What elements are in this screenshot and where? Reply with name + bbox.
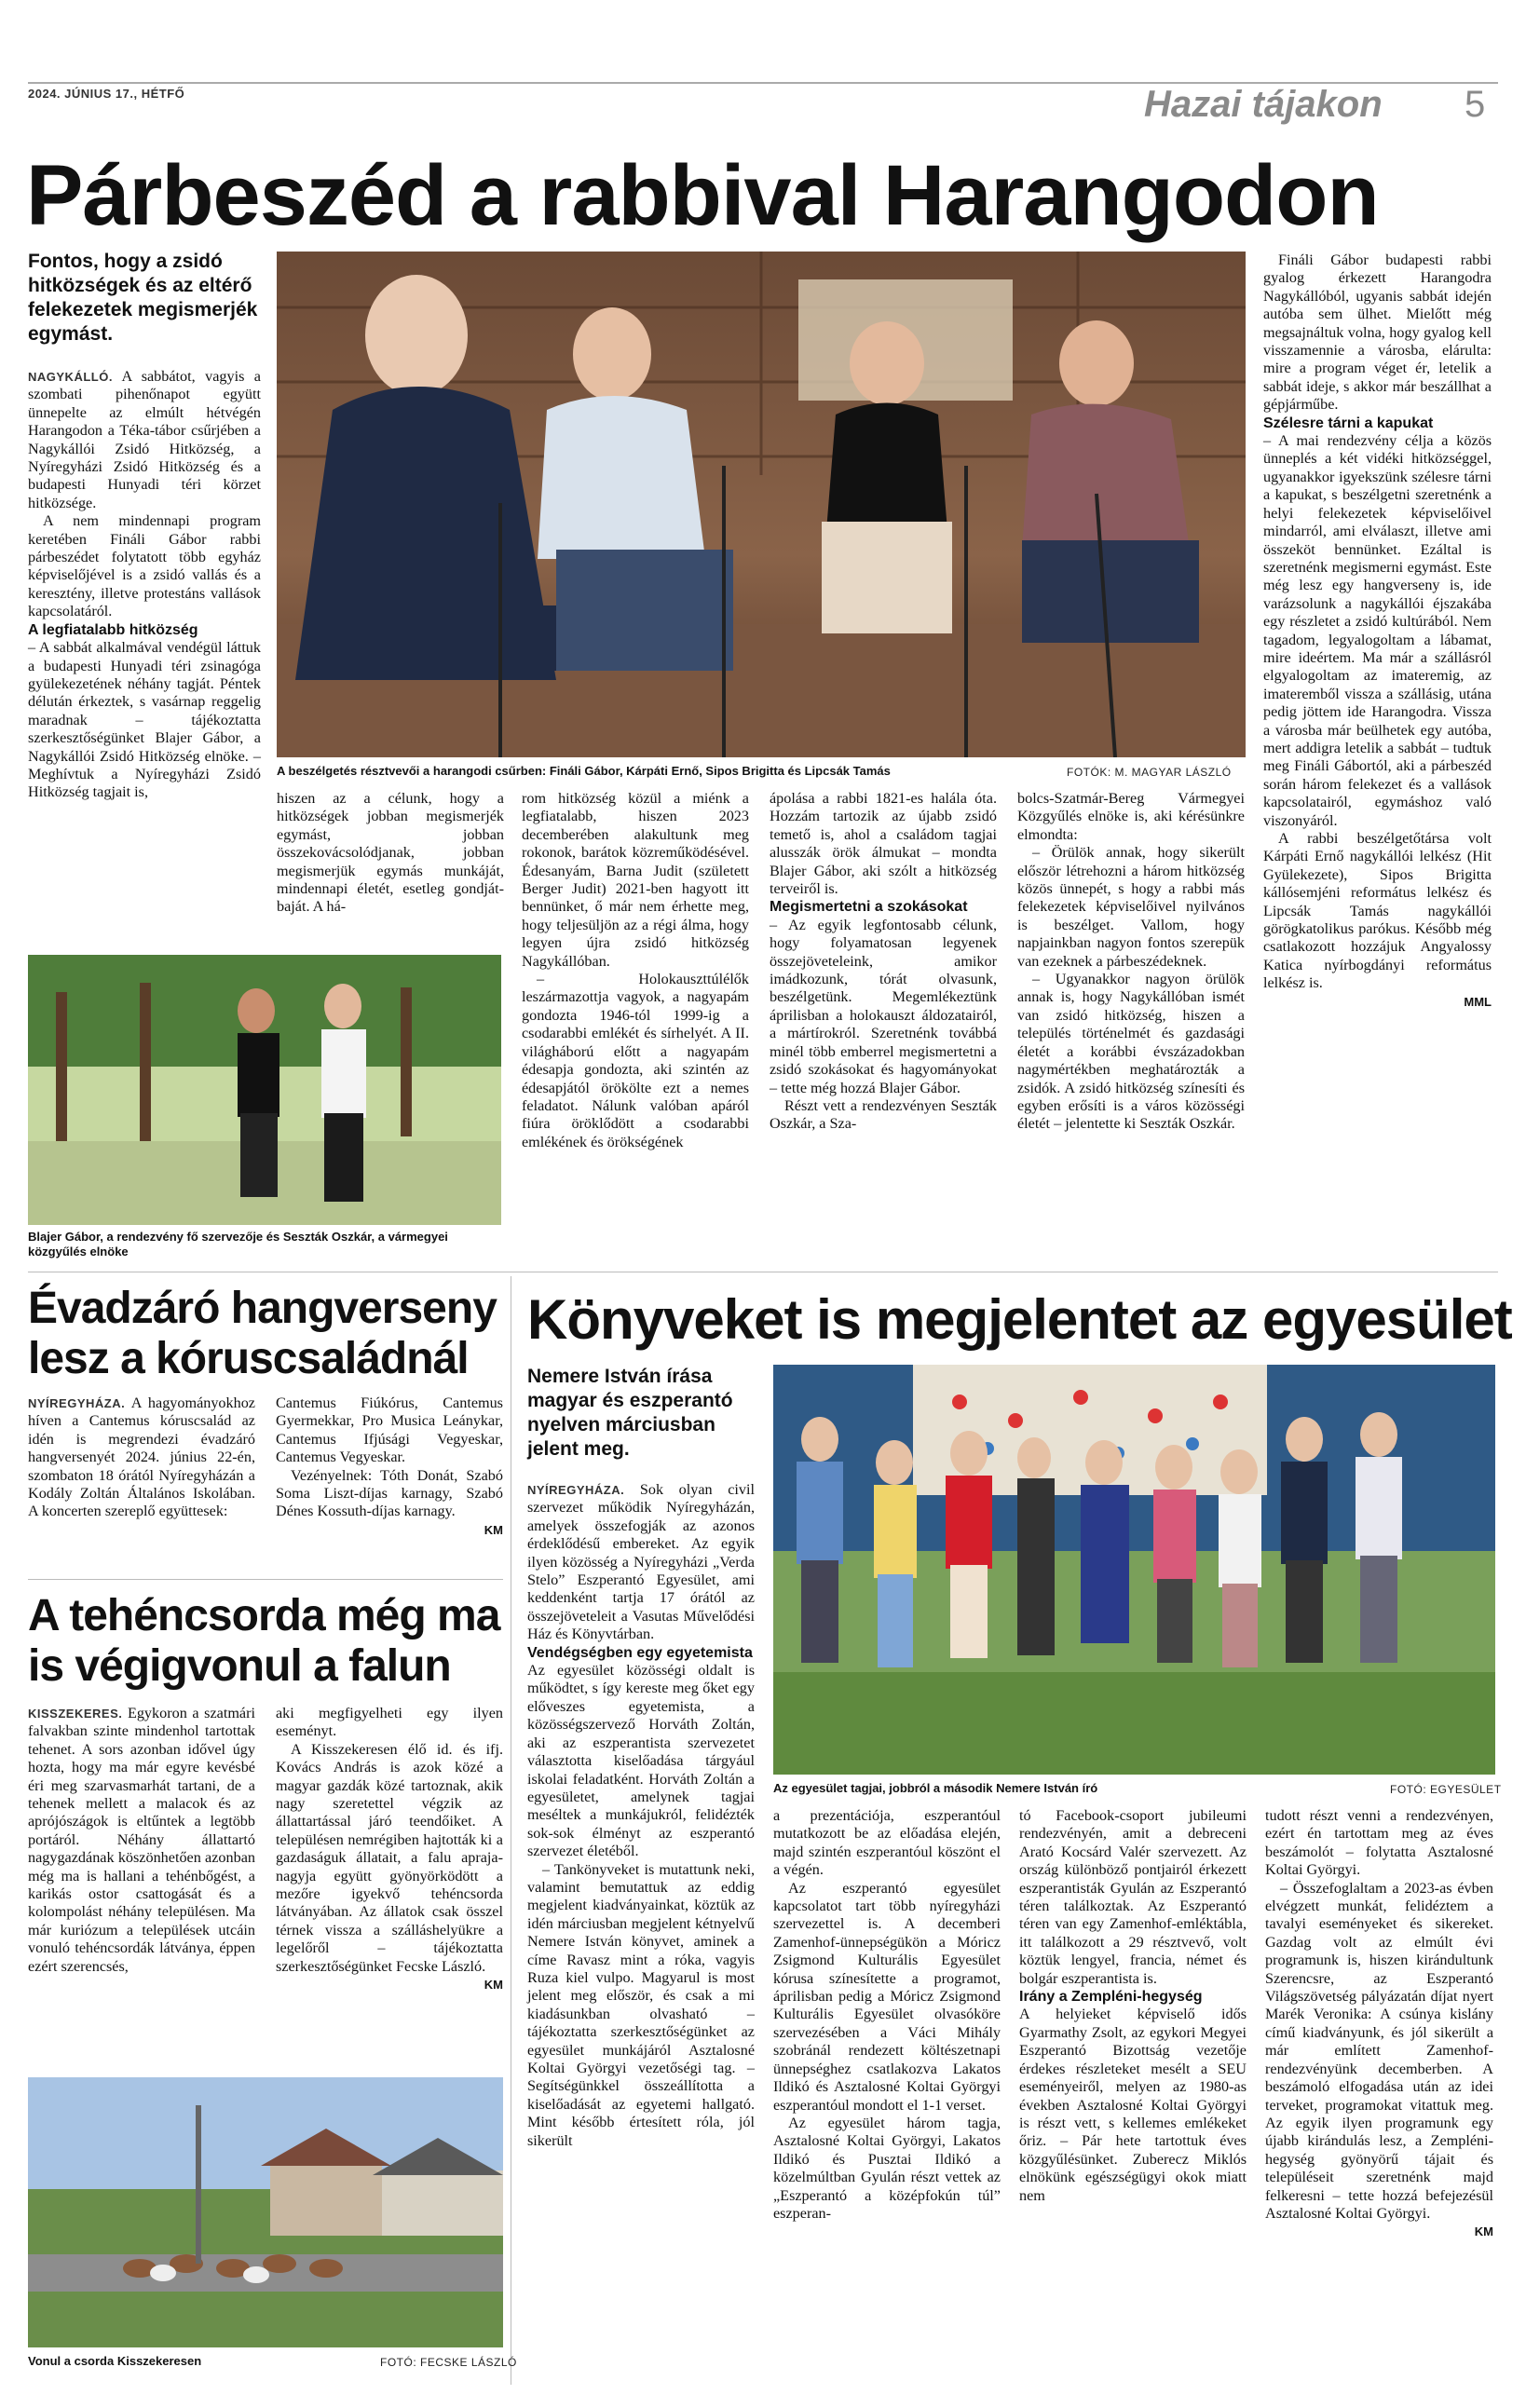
article1-paragraph: ápolása a rabbi 1821-es halála óta. Hozzám tartozik az újabb zsidó temető is, ahol a családom tagjai alusszák örök álmukat – mondta Blajer Gábor, aki szólt a hitközség terveiről is. bbox=[770, 790, 997, 898]
article3-col2 bbox=[276, 1705, 503, 1994]
article3-col1 bbox=[28, 1705, 255, 1976]
article4-paragraph: A helyieket képviselő idős Gyarmathy Zsolt, az egykori Megyei Eszperantó Bizottság vezetője érdekes részleteket mesélt a SEU eseményeiről, melyen az 1980-as években Asztalosné Koltai Györgyi is részt vett, s kellemes emlékeket őriz. – Pár hete tartottuk éves közgyűlésünket. Zuberecz Miklós elnökünk egészségügyi okok miatt nem bbox=[1019, 2006, 1247, 2204]
article1-col5 bbox=[1017, 790, 1245, 1134]
article1-paragraph: bolcs-Szatmár-Bereg Vármegyei Közgyűlés elnöke is, aki kérésünkre elmondta: bbox=[1017, 790, 1245, 843]
article-divider bbox=[28, 1579, 503, 1580]
article2-signature: KM bbox=[484, 1522, 503, 1537]
article4-col2 bbox=[773, 1807, 1001, 2223]
article4-subhead: Vendégségben egy egyetemista bbox=[527, 1644, 753, 1661]
article1-paragraph: – A sabbát alkalmával vendégül láttuk a budapesti Hunyadi téri zsinagóga gyülekezetének néhány tagját. Péntek délután érkeztek, s vasárnap reggelig maradnak – tájékoztatta szerkesztőségünket Blajer Gábor, a Nagykállói Zsidó Hitközség elnöke. – Meghívtuk a Nyíregyházi Zsidó Hitközség tagjait is, bbox=[28, 639, 261, 801]
article4-paragraph: tudott részt venni a rendezvényen, ezért én tartottam meg az éves beszámolót – folytatta Asztalosné Koltai Györgyi. bbox=[1265, 1807, 1493, 1879]
article1-col3 bbox=[522, 790, 749, 1151]
article4-paragraph: a prezentációja, eszperantóul mutatkozott be az előadása elején, majd szintén eszperantóul köszönt el a végén. bbox=[773, 1807, 1001, 1879]
article1-paragraph: – A mai rendezvény célja a közös ünneplés a két vidéki hitközséggel, ugyanakkor igyekszünk szélesre tárni a kapukat, s beszélgetni szeretnénk a helyi felekezetek képviselőivel mindarról, ami elválaszt, illetve ami összeköt bennünket. Ezáltal is szeretnénk megismerni egymást. Este még lesz egy hangverseny is, ide varázsolunk a nagykállói éjszakába egy részletet a zsidó kultúrából. Nem tagadom, legyalogoltam a lábamat, mire ideértem. Ma már a szállásról elgyalogoltam az imateremig, az imateremből vissza a szállásig, utána pedig jöttem ide Harangodra. Vissza a városba már beülhetek egy autóba, mert addigra letelik a sabbát – tudtuk meg Fináli Gábortól, aki a párbeszéd során három felekezet és a vallások kapcsolatairól, egymáshoz való viszonyáról. bbox=[1263, 432, 1492, 829]
article4-paragraph: Az eszperantó egyesület kapcsolatot tart több nyíregyházi szervezettel is. A decemberi Zamenhof-ünnepségükön a Móricz Zsigmond Kulturális Egyesület kórusa színesítette a programot, áprilisban pedig a Móricz Zsigmond Kulturális Egyesület olvasókörе szervezésében a Váci Mihály szobránál rendezett költészetnapi ünnepséghez csatlakozva Lakatos Ildikó és Asztalosné Koltai Györgyi eszperantóul mondott el 1-1 verset. bbox=[773, 1879, 1001, 2114]
article4-title: Könyveket is megjelentet az egyesület bbox=[527, 1288, 1512, 1351]
article1-col2 bbox=[277, 790, 504, 917]
article1-photo2-caption: Blajer Gábor, a rendezvény fő szervezője és Seszták Oszkár, a vármegyei közgyűlés elnöke bbox=[28, 1230, 448, 1258]
article3-paragraph: Egykoron a szatmári falvakban szinte mindenhol tartottak tehenet. A sors azonban idővel úgy hozta, hogy ma már egyre kevésbé éri meg szarvasmarhát tartani, de a tehenek mellett a malacok és az aprójószágok is eltűntek a legtöbb portáról. Néhány állattartó nagygazdának köszönhetően azonban még ma is hallani a tehénbőgést, a karikás ostor csattogását és a kolompolást néhány településen. Ma már kuriózum a települések utcáin vonuló tehéncsordák látványa, éppen ezért szerencsés, bbox=[28, 1705, 255, 1975]
article2-dateline: NYÍREGYHÁZA. bbox=[28, 1396, 126, 1410]
article4-photo-caption: Az egyesület tagjai, jobbról a második Nemere István író bbox=[773, 1781, 1098, 1795]
article4-subhead: Irány a Zempléni-hegység bbox=[1019, 1989, 1203, 2006]
article4-paragraph: Az egyesület három tagja, Asztalosné Koltai Györgyi, Lakatos Ildikó és Pusztai Ildikó a közelmúltban Gyulán részt vettek az „Eszperantó a középfokún túl” eszperan- bbox=[773, 2114, 1001, 2222]
article4-paragraph: Sok olyan civil szervezet működik Nyíregyházán, amelyek összefogják az azonos érdeklődésű embereket. Az egyik ilyen közösség a Nyíregyházi „Verda Stelo” Eszperantó Egyesület, ami keddenként tartja 17 órától az összejöveteleit a Vasutas Művelődési Ház és Könyvtárban. bbox=[527, 1481, 755, 1643]
article1-subhead: Szélesre tárni a kapukat bbox=[1263, 415, 1434, 431]
article2-paragraph: A hagyományokhoz híven a Cantemus kóruscsalád az idén is megrendezi évadzáró hangversenyét 2024. június 22-én, szombaton 18 órától Nyíregyházán a Kodály Zoltán Általános Iskolában. A koncerten szereplő együttesek: bbox=[28, 1394, 255, 1520]
article2-title-line1: Évadzáró hangverseny bbox=[28, 1284, 497, 1333]
article1-subhead: Megismertetni a szokásokat bbox=[770, 899, 968, 916]
article1-paragraph: – Az egyik legfontosabb célunk, hogy folyamatosan legyenek összejöveteleink, amikor imádkozunk, tórát olvasunk, beszélgetünk. Megemlékeztünk áprilisban a holokauszt áldozatairól, a mártírokról. Szeretnénk továbbá minél több emberrel megismertetni a zsidó szokásokat és hagyományokat – tette még hozzá Blajer Gábor. bbox=[770, 916, 997, 1096]
article1-photo-2 bbox=[28, 955, 501, 1225]
article2-title bbox=[28, 1284, 497, 1384]
article3-signature: KM bbox=[484, 1978, 503, 1993]
article1-paragraph: A sabbátot, vagyis a szombati pihenőnapot együtt ünnepelte az elmúlt hétvégén Harangodon a Téka-tábor csűrjében a Nagykállói Zsidó Hitközség, a Nyíregyházi Zsidó Hitközség és a budapesti Hunyadi téri körzet hitközsége. bbox=[28, 368, 261, 511]
article3-paragraph: A Kisszekeresen élő id. és ifj. Kovács András is azok közé a magyar gazdák közé tartoznak, akik nagy szeretettel végzik az állattartással járó teendőiket. A településen nemrégiben hajtották ki a gazdaságuk állatait, a falu apraja-nagyja együtt gyönyörködött a mezőre igyekvő tehéncsorda látványában. Az állatok csak összel térnek vissza a szálláshelyükre a legelőről – tájékoztatta szerkesztőségünket Fecske László. bbox=[276, 1740, 503, 1975]
article3-title-line2: is végigvonul a falun bbox=[28, 1641, 451, 1691]
article4-paragraph: – Tankönyveket is mutattunk neki, valamint bemutattuk az eddig megjelent kiadványainkat, köztük az idén márciusban megjelent kétnyelvű Nemere István könyvet, aminek a címe Ravasz mint a róka, vagyis Ruza kiel vulpo. Magyarul is most jelent meg először, és csak a mi kiadásunkban olvasható – tájékoztatta szerkesztőségünket az egyesület munkájáról Asztalosné Koltai Györgyi vezetőségi tag. – Segítségünkkel összeállította a kiselőadását az egyetemi hallgató. Mint később értesített róla, jól sikerült bbox=[527, 1860, 755, 2149]
article1-col4 bbox=[770, 790, 997, 1134]
article4-col3 bbox=[1019, 1807, 1247, 2205]
article1-paragraph: – Örülök annak, hogy sikerült először létrehozni a három hitközség közös ünnepét, s hogy a rabbi más felekezetek képviselőivel nyilvános is beszélget. Vallom, hogy napjainkban nagyon fontos szerepük van ezeknek a párbeszédeknek. bbox=[1017, 844, 1245, 970]
article3-photo-credit: FOTÓ: FECSKE LÁSZLÓ bbox=[380, 2356, 517, 2369]
article1-paragraph: hiszen az a célunk, hogy a hitközségek jobban megismerjék egymást, jobban összekovácsolódjanak, jobban megismerjük egymás munkáját, mindennapi életét, esetleg gondját-baját. A há- bbox=[277, 790, 504, 916]
article3-dateline: KISSZEKERES. bbox=[28, 1707, 123, 1721]
article4-photo-credit: FOTÓ: EGYESÜLET bbox=[1390, 1783, 1502, 1796]
article1-photo-caption: A beszélgetés résztvevői a harangodi csűrben: Fináli Gábor, Kárpáti Ernő, Sipos Brigitta és Lipcsák Tamás bbox=[277, 764, 891, 778]
article3-title-line1: A tehéncsorda még ma bbox=[28, 1591, 500, 1640]
article4-col4 bbox=[1265, 1807, 1493, 2241]
article1-main-photo bbox=[277, 252, 1246, 757]
article3-title bbox=[28, 1591, 499, 1692]
issue-date: 2024. JÚNIUS 17., HÉTFŐ bbox=[28, 87, 185, 101]
article1-signature: MML bbox=[1464, 994, 1492, 1009]
article1-photo-credit: FOTÓK: M. MAGYAR LÁSZLÓ bbox=[1067, 766, 1232, 779]
section-title: Hazai tájakon bbox=[1144, 84, 1383, 125]
article2-paragraph: Cantemus Fiúkórus, Cantemus Gyermekkar, Pro Musica Leánykar, Cantemus Ifjúsági Vegyeskar, Cantemus Vegyeskar. bbox=[276, 1394, 503, 1466]
article3-paragraph: aki megfigyelheti egy ilyen eseményt. bbox=[276, 1705, 503, 1740]
article1-paragraph: A nem mindennapi program keretében Fináli Gábor rabbi párbeszédet folytatott több egyház képviselőjével is a zsidó vallás és a keresztény, illetve protestáns vallások kapcsolatáról. bbox=[28, 512, 261, 620]
article4-paragraph: tó Facebook-csoport jubileumi rendezvényén, amit a debreceni Arató Kocsárd Valér szervezett. Az ország különböző pontjairól érkezett eszperantisták Gyulán az Eszperantó téren találkoztak. Az Eszperantó téren van egy Zamenhof-emléktábla, itt találkozott a 29 résztvevő, volt köztük lengyel, francia, német és bolgár eszperantista is. bbox=[1019, 1807, 1247, 1987]
article1-dateline: NAGYKÁLLÓ. bbox=[28, 370, 113, 384]
article4-lead: Nemere István írása magyar és eszperantó nyelven márciusban jelent meg. bbox=[527, 1366, 733, 1460]
article1-paragraph: Fináli Gábor budapesti rabbi gyalog érkezett Harangodra Nagykállóból, ugyanis sabbát idején autóba sem ülhet. Mielőtt még megsajnáltuk volna, hogy gyalog kell visszamennie a városba, elárulta: mire a program véget ér, letelik a sabbát ideje, s akkor már beszállhat a gépjárműbe. bbox=[1263, 252, 1492, 414]
article4-signature: KM bbox=[1474, 2224, 1493, 2239]
article1-paragraph: Részt vett a rendezvényen Seszták Oszkár, a Sza- bbox=[770, 1096, 997, 1133]
article1-title: Párbeszéd a rabbival Harangodon bbox=[26, 148, 1379, 243]
article1-subhead: A legfiatalabb hitközség bbox=[28, 621, 198, 638]
article4-dateline: NYÍREGYHÁZA. bbox=[527, 1483, 625, 1497]
article2-paragraph: Vezényelnek: Tóth Donát, Szabó Soma Liszt-díjas karnagy, Szabó Dénes Kossuth-díjas karnagy. bbox=[276, 1466, 503, 1520]
article2-col1 bbox=[28, 1394, 255, 1521]
article4-paragraph: Az egyesület közösségi oldalt is működtet, s így kereste meg őket egy előveszes egyetemista, a közösségszervező Horváth Zoltán, aki az eszperantista szervezetet választotta kiselőadása tárgyául iskolai feladatként. Horváth Zoltán a egyesületet, amelynek tagjai meséltek a munkájukról, felidézték sok-sok élményt az eszperantó szervezet életéből. bbox=[527, 1662, 755, 1860]
article1-paragraph: A rabbi beszélgetőtársa volt Kárpáti Ernő nagykállói lelkész (Hit Gyülekezete), Sipos Brigitta kállósemjéni református lelkész és Lipcsák Tamás nagykállói görögkatolikus parókus. Később még csatlakozott hozzájuk Angyalossy Katica nyírbogdányi református lelkész is. bbox=[1263, 830, 1492, 992]
article4-col1 bbox=[527, 1481, 755, 2150]
article1-paragraph: rom hitközség közül a miénk a legfiatalabb, hiszen 2023 decemberében alakultunk meg rokonok, barátok közreműködésével. Édesanyám, Barna Judit (született Berger Judit) 2021-ben hagyott itt bennünket, ő már nem érhette meg, hogy teljesüljön az a régi álma, hogy legyen újra zsidó hitközség Nagykállóban. bbox=[522, 790, 749, 970]
article4-photo bbox=[773, 1365, 1495, 1775]
article1-paragraph: – Holokauszttúlélők leszármazottja vagyok, a nagyapám gondozta 1946-tól 1999-ig a csodarabbi emlékét és sírhelyét. A II. világháború előtt a nagyapám édesapja gondozta, aki szintén az édesapjától örökölte ezt a nemes feladatot. Nálunk valóban apáról fiúra öröklődött a csodarabbi emlékének és örökségének bbox=[522, 971, 749, 1150]
article1-col6 bbox=[1263, 252, 1492, 1011]
article1-paragraph: – Ugyanakkor nagyon örülök annak is, hogy Nagykállóban ismét van zsidó hitközség, hiszen a település történelmét és gazdasági életét a korábbi évszázadokban nagymértékben meghatározták a zsidók. A zsidó hitközség színesíti és egyben erősíti is a város közösségi életét – jelentette ki Seszták Oszkár. bbox=[1017, 971, 1245, 1133]
article2-title-line2: lesz a kóruscsaládnál bbox=[28, 1334, 469, 1383]
article4-paragraph: – Összefoglaltam a 2023-as évben elvégzett munkát, felidéztem a tavalyi eseményeket és sikereket. Gazdag volt az elmúlt évi programunk is, hiszen kirándultunk Szerencsre, az Eszperantó Világszövetség pályázatán díjat nyert Marék Veronika: A csúnya kislány című kiadványunk, és jól sikerült a már említett Zamenhof-rendezvényünk decemberben. A beszámoló elfogadása után az idei terveket, programokat vitattuk meg. Az egyik ilyen programunk egy újabb kirándulás lesz, a Zempléni-hegység gyönyörű tájait és településeit szeretnénk majd felkeresni – tette hozzá befejezésül Asztalosné Koltai Györgyi. bbox=[1265, 1879, 1493, 2222]
article1-lead: Fontos, hogy a zsidó hitközségek és az eltérő felekezetek megismerjék egymást. bbox=[28, 251, 258, 345]
page-number: 5 bbox=[1465, 84, 1486, 125]
article3-photo-caption: Vonul a csorda Kisszekeresen bbox=[28, 2354, 202, 2368]
article2-col2 bbox=[276, 1394, 503, 1539]
article1-col1 bbox=[28, 368, 261, 802]
article3-photo bbox=[28, 2077, 503, 2347]
